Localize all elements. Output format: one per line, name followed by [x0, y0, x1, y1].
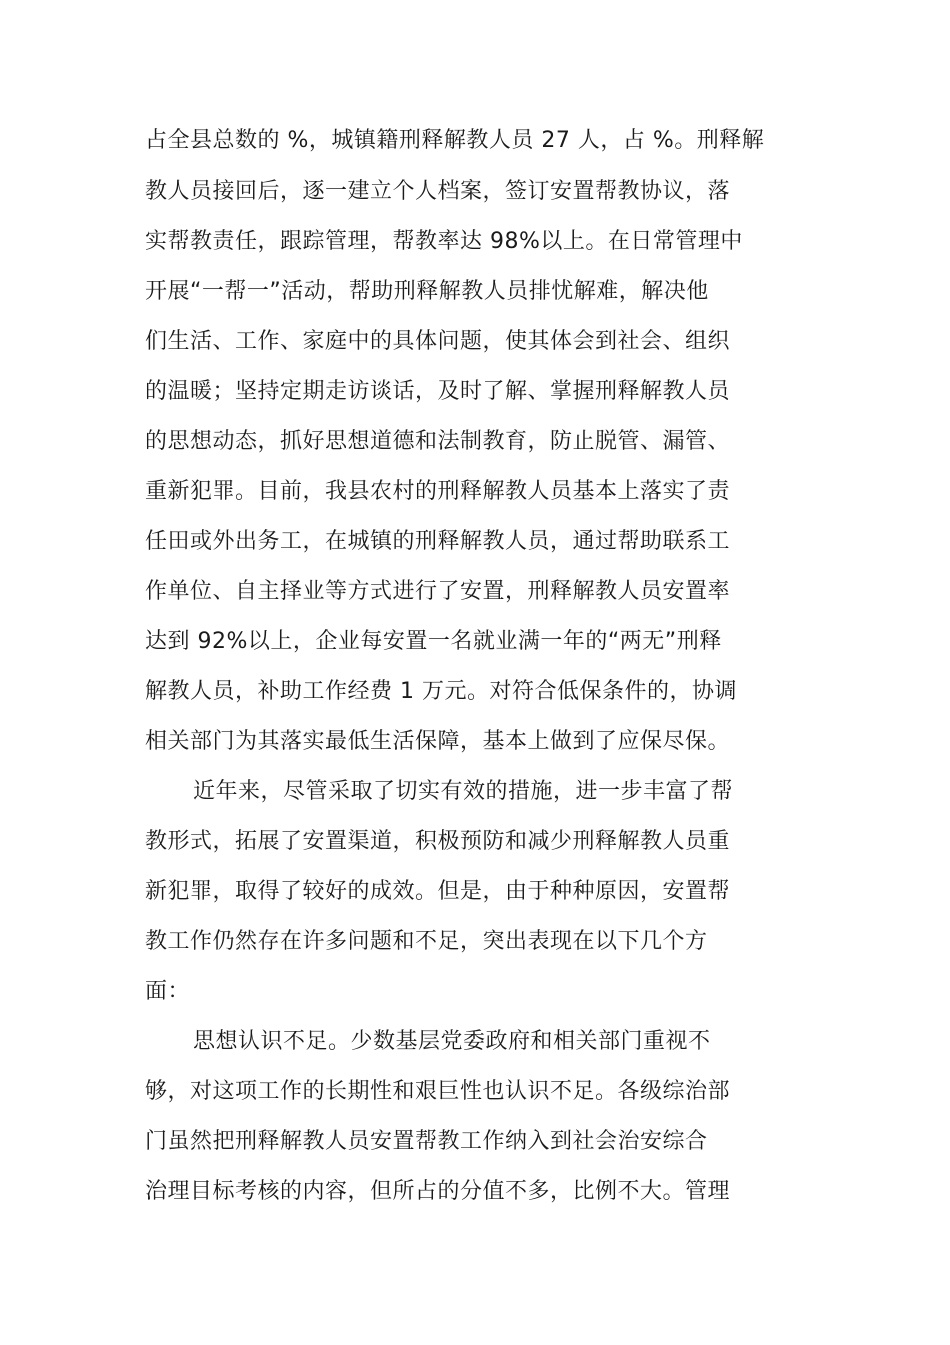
paragraph-first-line: 思想认识不足。少数基层党委政府和相关部门重视不 [193, 1029, 711, 1054]
text-line: 教人员接回后，逐一建立个人档案，签订安置帮教协议，落 [145, 179, 731, 204]
text-line: 新犯罪，取得了较好的成效。但是，由于种种原因，安置帮 [145, 879, 731, 904]
text-line: 门虽然把刑释解教人员安置帮教工作纳入到社会治安综合 [145, 1129, 708, 1154]
text-line: 们生活、工作、家庭中的具体问题，使其体会到社会、组织 [145, 329, 731, 354]
text-line: 的思想动态，抓好思想道德和法制教育，防止脱管、漏管、 [145, 429, 731, 454]
text-line: 占全县总数的 %，城镇籍刑释解教人员 27 人，占 %。刑释解 [145, 128, 765, 153]
text-line: 解教人员，补助工作经费 1 万元。对符合低保条件的，协调 [145, 679, 737, 704]
text-line: 作单位、自主择业等方式进行了安置，刑释解教人员安置率 [145, 579, 731, 604]
text-line: 实帮教责任，跟踪管理，帮教率达 98%以上。在日常管理中 [145, 229, 743, 254]
text-line: 教工作仍然存在许多问题和不足，突出表现在以下几个方 [145, 929, 708, 954]
text-line: 的温暖；坚持定期走访谈话，及时了解、掌握刑释解教人员 [145, 379, 731, 404]
text-line: 达到 92%以上，企业每安置一名就业满一年的“两无”刑释 [145, 629, 722, 654]
text-line: 面： [145, 979, 191, 1004]
text-line: 教形式，拓展了安置渠道，积极预防和减少刑释解教人员重 [145, 829, 731, 854]
text-line: 重新犯罪。目前，我县农村的刑释解教人员基本上落实了责 [145, 479, 731, 504]
text-line: 相关部门为其落实最低生活保障，基本上做到了应保尽保。 [145, 729, 731, 754]
text-line: 够，对这项工作的长期性和艰巨性也认识不足。各级综治部 [145, 1079, 731, 1104]
text-line: 治理目标考核的内容，但所占的分值不多，比例不大。管理 [145, 1179, 731, 1204]
text-line: 任田或外出务工，在城镇的刑释解教人员，通过帮助联系工 [145, 529, 731, 554]
paragraph-first-line: 近年来，尽管采取了切实有效的措施，进一步丰富了帮 [193, 779, 734, 804]
text-line: 开展“一帮一”活动，帮助刑释解教人员排忧解难，解决他 [145, 279, 709, 304]
